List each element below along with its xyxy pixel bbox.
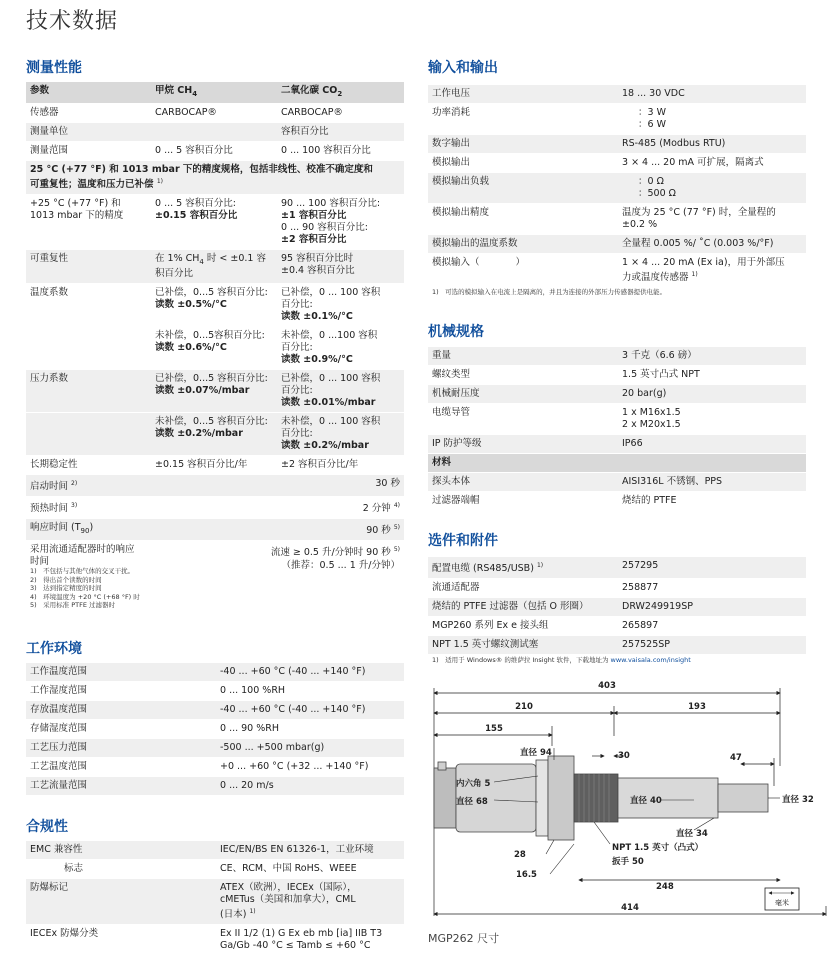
table-row: 流通适配器 258877 [428, 578, 806, 597]
accessories-table [428, 556, 806, 654]
dim-248: 248 [656, 882, 674, 892]
environment-section-title: 工作环境 [26, 641, 82, 657]
table-row: 测量范围 0 ... 5 容积百分比 0 ... 100 容积百分比 [26, 141, 404, 160]
table-row: 工作湿度范围 0 ... 100 %RH [26, 681, 404, 700]
io-footnote: 1) 可选的模拟输入在电流上是隔离的，并且为连接的外部压力传感器提供电能。 [432, 288, 667, 296]
dim-dia-34: 直径 34 [676, 829, 708, 839]
table-row: 未补偿，0...5 容积百分比: 读数 ±0.2%/mbar 未补偿，0 ... 100 容积 百分比: 读数 ±0.2%/mbar [26, 412, 404, 455]
table-row: 25 °C (+77 °F) 和 1013 mbar 下的精度规格，包括非线性、校准不确定度和 可重复性；温度和压力已补偿 $^{1)}$ [26, 160, 404, 194]
table-row: 工作电压 18 ... 30 VDC [428, 84, 806, 103]
accessories-section-title: 选件和附件 [428, 533, 498, 549]
table-row: 未补偿，0...5容积百分比: 读数 ±0.6%/°C 未补偿，0 ...100 容积 百分比: 读数 ±0.9%/°C [26, 326, 404, 369]
drawing-caption: MGP262 尺寸 [428, 932, 500, 945]
table-row: +25 °C (+77 °F) 和 1013 mbar 下的精度 0 ... 5 容积百分比: ±0.15 容积百分比 90 ... 100 容积百分比: ±1 容积百分比 0 ... 90 容积百分比: ±2 容积百分比 [26, 194, 404, 249]
io-table [428, 84, 806, 287]
measurement-section-title: 测量性能 [26, 60, 82, 76]
page-title: 技术数据 [26, 9, 119, 34]
table-row: 压力系数 已补偿，0...5 容积百分比: 读数 ±0.07%/mbar 已补偿，0 ... 100 容积 百分比: 读数 ±0.01%/mbar [26, 369, 404, 412]
table-row: IECEx 防爆分类 Ex II 1/2 (1) G Ex eb mb [ia] IIB T3 Ga/Gb -40 °C ≤ Tamb ≤ +60 °C [26, 924, 404, 955]
table-row: MGP260 系列 Ex e 接头组 265897 [428, 616, 806, 635]
compliance-table [26, 840, 404, 955]
dim-155: 155 [485, 724, 503, 734]
insight-download-link[interactable]: www.vaisala.com/insight [610, 656, 691, 664]
table-row: 采用流通适配器时的响应 时间 流速 ≥ 0.5 升/分钟时 90 秒 $^{5)}$ （推荐：0.5 ... 1 升/分钟） [26, 540, 404, 574]
table-header: 参数 甲烷 $CH_4$ 二氧化碳 $CO_2$ [26, 81, 404, 103]
table-row: NPT 1.5 英寸螺纹测试塞 257525SP [428, 635, 806, 654]
table-row: 模拟输入（ ） 1 × 4 ... 20 mA (Ex ia)，用于外部压 力或温度传感器 $^{1)}$ [428, 253, 806, 287]
table-row: 存放温度范围 -40 ... +60 °C (-40 ... +140 °F) [26, 700, 404, 719]
table-row: 过滤器端帽 烧结的 PTFE [428, 491, 806, 510]
table-row: 预热时间 $^{3)}$ 2 分钟 $^{4)}$ [26, 496, 404, 518]
mechanical-table [428, 346, 806, 510]
table-row: 工艺压力范围 -500 ... +500 mbar(g) [26, 738, 404, 757]
table-row: 功率消耗 ：3 W ：6 W [428, 103, 806, 134]
dim-dia-94: 直径 94 [520, 748, 552, 758]
unit-label: 毫米 [775, 899, 789, 907]
table-row: 机械耐压度 20 bar(g) [428, 384, 806, 403]
dim-414: 414 [621, 903, 639, 913]
unit-box [765, 888, 799, 910]
label-npt-thread: NPT 1.5 英寸（凸式） [612, 843, 704, 853]
table-row: 数字输出 RS-485 (Modbus RTU) [428, 134, 806, 153]
dim-dia-32: 直径 32 [782, 795, 814, 805]
io-section-title: 输入和输出 [428, 60, 498, 76]
table-row: 模拟输出的温度系数 全量程 0.005 %/ ˚C (0.003 %/°F) [428, 234, 806, 253]
dim-28: 28 [514, 850, 526, 860]
table-row: 电缆导管 1 x M16x1.5 2 x M20x1.5 [428, 403, 806, 434]
table-row: 标志 CE、RCM、中国 RoHS、WEEE [26, 859, 404, 878]
table-row: 传感器 CARBOCAP® CARBOCAP® [26, 103, 404, 122]
table-row: 工艺温度范围 +0 ... +60 °C (+32 ... +140 °F) [26, 757, 404, 776]
table-row: 烧结的 PTFE 过滤器（包括 O 形圈） DRW249919SP [428, 597, 806, 616]
mechanical-section-title: 机械规格 [428, 324, 484, 340]
table-row: 模拟输出负载 ：0 Ω ：500 Ω [428, 172, 806, 203]
table-row: 螺纹类型 1.5 英寸凸式 NPT [428, 365, 806, 384]
measurement-table [26, 81, 404, 575]
dim-dia-68: 直径 68 [456, 797, 488, 807]
measurement-footnotes: 1) 不包括与其他气体的交叉干扰。 2) 得出首个读数的时间 3) 达到指定精度的时间 4) 环境温度为 +20 °C (+68 °F) 时 5) 采用标准 PTFE 过滤器时 [30, 567, 140, 609]
dim-210: 210 [515, 702, 533, 712]
table-row: 防爆标记 ATEX（欧洲），IECEx（国际）， cMETus（美国和加拿大），CML (日本) $^{1)}$ [26, 878, 404, 924]
table-row: 存储湿度范围 0 ... 90 %RH [26, 719, 404, 738]
label-hex-5: 内六角 5 [456, 779, 491, 789]
table-row: 测量单位 容积百分比 [26, 122, 404, 141]
dimension-drawing [424, 676, 834, 926]
table-row: 工作温度范围 -40 ... +60 °C (-40 ... +140 °F) [26, 662, 404, 681]
dim-193: 193 [688, 702, 706, 712]
table-row: 模拟输出精度 温度为 25 °C (77 °F) 时，全量程的 ±0.2 % [428, 203, 806, 234]
dim-dia-40: 直径 40 [630, 796, 662, 806]
table-subheader: 材料 [428, 453, 806, 472]
table-row: 响应时间 $(T_{90})$ 90 秒 $^{5)}$ [26, 518, 404, 540]
accessories-footnote: 1) 适用于 Windows® 的维萨拉 Insight 软件，下载地址为 www.vaisala.com/insight [432, 656, 691, 664]
table-row: 启动时间 $^{2)}$ 30 秒 [26, 474, 404, 496]
table-row: 重量 3 千克（6.6 磅） [428, 346, 806, 365]
table-row: IP 防护等级 IP66 [428, 434, 806, 453]
table-row: 探头本体 AISI316L 不锈钢、PPS [428, 472, 806, 491]
table-row: 工艺流量范围 0 ... 20 m/s [26, 776, 404, 795]
dim-16-5: 16.5 [516, 870, 537, 880]
table-row: 模拟输出 3 × 4 ... 20 mA 可扩展，隔离式 [428, 153, 806, 172]
dim-30: 30 [618, 751, 630, 761]
dim-403: 403 [598, 681, 616, 691]
label-wrench-50: 扳手 50 [612, 857, 644, 867]
compliance-section-title: 合规性 [26, 819, 68, 835]
environment-table [26, 662, 404, 795]
table-row: 长期稳定性 ±0.15 容积百分比/年 ±2 容积百分比/年 [26, 455, 404, 474]
table-row: 温度系数 已补偿，0...5 容积百分比: 读数 ±0.5%/°C 已补偿，0 ... 100 容积 百分比: 读数 ±0.1%/°C [26, 283, 404, 326]
table-row: 配置电缆 (RS485/USB) $^{1)}$ 257295 [428, 556, 806, 578]
table-row: EMC 兼容性 IEC/EN/BS EN 61326-1，工业环境 [26, 840, 404, 859]
dim-47: 47 [730, 753, 742, 763]
table-row: 可重复性 在 1% $CH_4$ 时 < ±0.1 容 积百分比 95 容积百分比时 ±0.4 容积百分比 [26, 249, 404, 283]
